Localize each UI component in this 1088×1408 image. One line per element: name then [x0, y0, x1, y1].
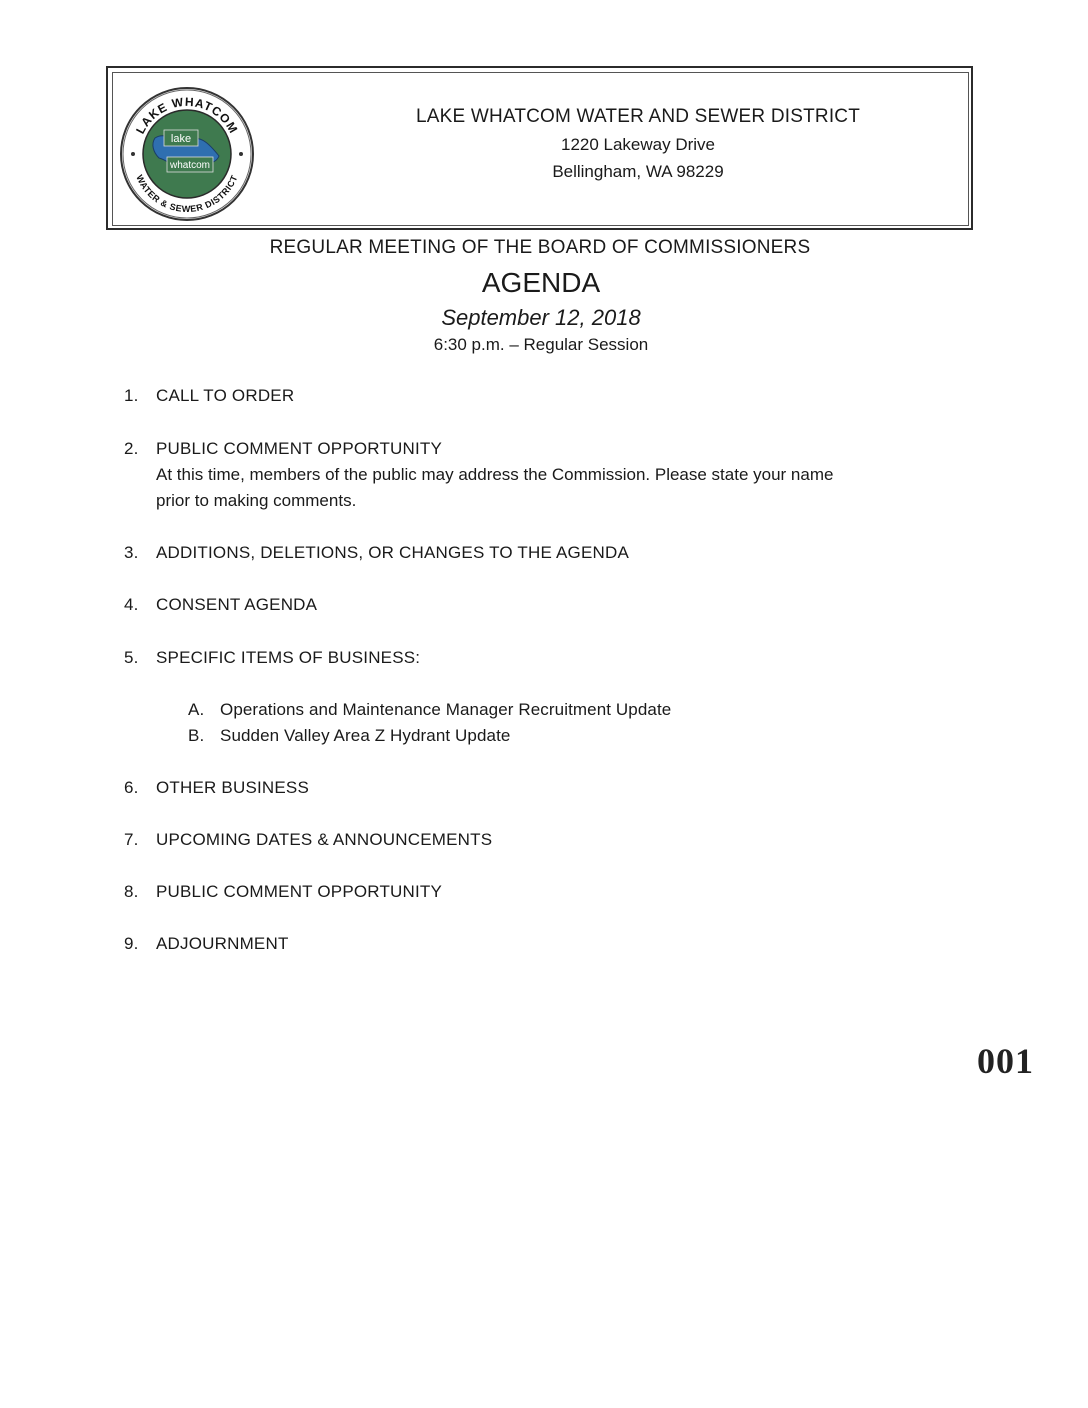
description-line-1: At this time, members of the public may address the Commission. Please state your name: [156, 465, 834, 484]
agenda-item-2: [124, 439, 442, 459]
agenda-item-1: [124, 386, 294, 406]
item-label: CALL TO ORDER: [156, 386, 295, 405]
subitem-label: Operations and Maintenance Manager Recruitment Update: [220, 700, 672, 719]
session-time: 6:30 p.m. – Regular Session: [433, 335, 649, 354]
subitem-letter: A.: [188, 700, 205, 719]
item-number: 4.: [124, 595, 139, 614]
logo-inner-lake: lake: [170, 133, 192, 145]
logo-text-top: LAKE WHATCOM: [133, 94, 241, 137]
address-line-1: 1220 Lakeway Drive: [560, 135, 716, 154]
item-number: 7.: [124, 830, 139, 849]
description-line-2: prior to making comments.: [156, 491, 357, 510]
item-label: PUBLIC COMMENT OPPORTUNITY: [156, 882, 443, 901]
svg-text:WATER & SEWER DISTRICT: [134, 173, 239, 214]
item-label: ADJOURNMENT: [156, 934, 289, 953]
district-logo: [119, 86, 255, 222]
agenda-heading: AGENDA: [481, 267, 601, 298]
page-number: 001: [977, 1041, 1034, 1081]
address-line-2: Bellingham, WA 98229: [552, 162, 724, 181]
agenda-subitem-a: [188, 700, 671, 720]
item-number: 6.: [124, 778, 139, 797]
meeting-date: September 12, 2018: [441, 305, 641, 330]
agenda-item-4: [124, 595, 317, 615]
agenda-item-6: [124, 778, 309, 798]
item-number: 1.: [124, 386, 139, 405]
agenda-item-3: [124, 543, 629, 563]
agenda-item-7: [124, 830, 492, 850]
item-label: PUBLIC COMMENT OPPORTUNITY: [156, 439, 443, 458]
agenda-item-8: [124, 882, 442, 902]
logo-inner-whatcom: whatcom: [169, 160, 211, 171]
meeting-title: REGULAR MEETING OF THE BOARD OF COMMISSIONERS: [269, 237, 811, 258]
item-label: ADDITIONS, DELETIONS, OR CHANGES TO THE AGENDA: [156, 543, 630, 562]
item-number: 9.: [124, 934, 139, 953]
item-label: SPECIFIC ITEMS OF BUSINESS:: [156, 648, 421, 667]
agenda-item-9: [124, 934, 289, 954]
organization-name: LAKE WHATCOM WATER AND SEWER DISTRICT: [415, 106, 861, 127]
letterhead-box: [106, 66, 973, 230]
item-label: UPCOMING DATES & ANNOUNCEMENTS: [156, 830, 493, 849]
item-number: 8.: [124, 882, 139, 901]
item-description: [156, 462, 956, 514]
subitem-letter: B.: [188, 726, 205, 745]
item-number: 5.: [124, 648, 139, 667]
item-number: 3.: [124, 543, 139, 562]
item-label: OTHER BUSINESS: [156, 778, 309, 797]
logo-text-bottom: WATER & SEWER DISTRICT: [134, 173, 240, 215]
item-label: CONSENT AGENDA: [156, 595, 318, 614]
agenda-subitem-b: [188, 726, 510, 746]
agenda-item-5: [124, 648, 420, 668]
subitem-label: Sudden Valley Area Z Hydrant Update: [220, 726, 511, 745]
svg-text:LAKE WHATCOM: [133, 95, 241, 136]
item-number: 2.: [124, 439, 139, 458]
